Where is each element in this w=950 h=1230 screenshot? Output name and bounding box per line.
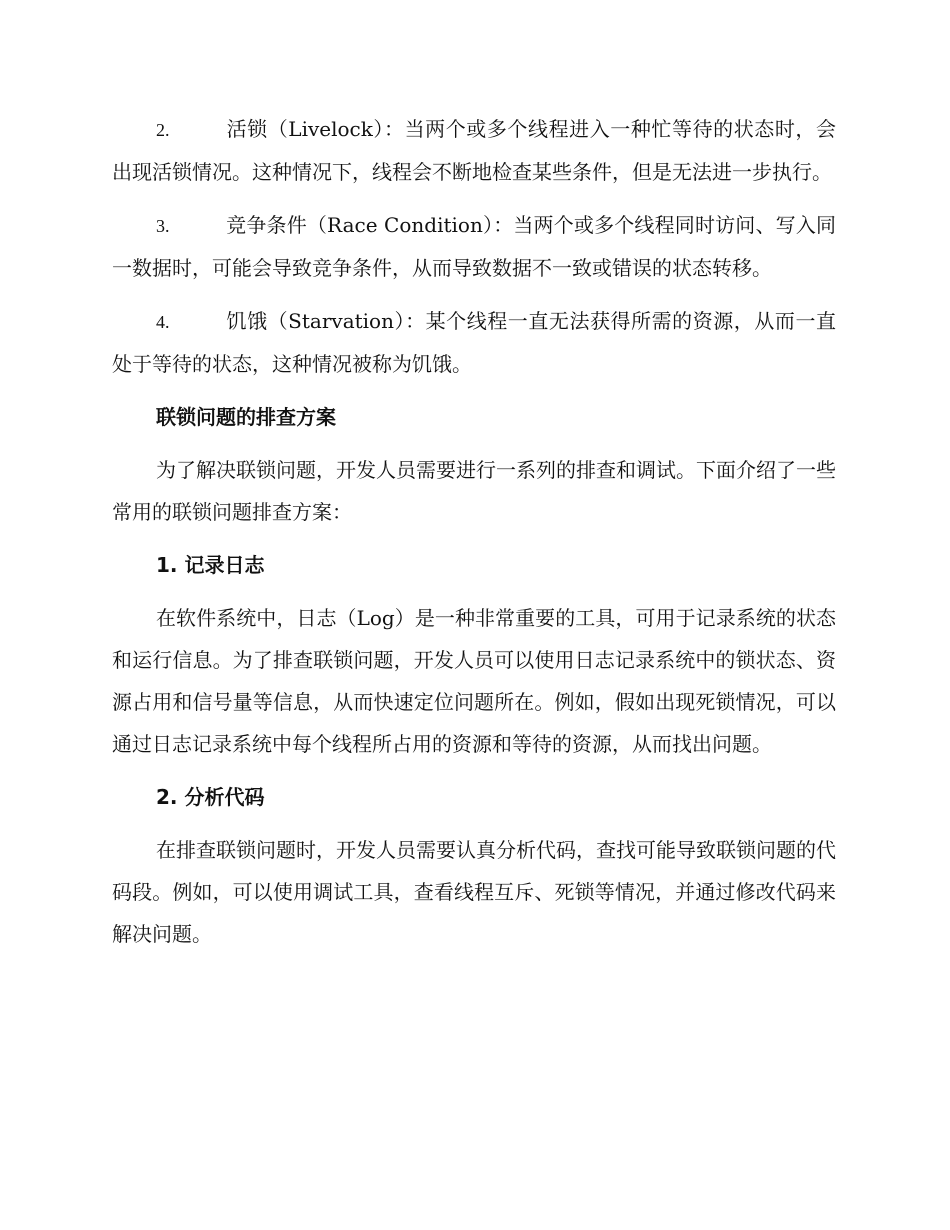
code-analysis-paragraph: 在排查联锁问题时，开发人员需要认真分析代码，查找可能导致联锁问题的代码段。例如，可以使用调试工具，查看线程互斥、死锁等情况，并通过修改代码来解决问题。 bbox=[112, 838, 836, 946]
list-number: 2. bbox=[156, 120, 170, 140]
list-number: 3. bbox=[156, 216, 170, 236]
list-item-text: 活锁（Livelock）：当两个或多个线程进入一种忙等待的状态时，会出现活锁情况。这种情况下，线程会不断地检查某些条件，但是无法进一步执行。 bbox=[112, 117, 836, 184]
intro-paragraph: 为了解决联锁问题，开发人员需要进行一系列的排查和调试。下面介绍了一些常用的联锁问题排查方案： bbox=[112, 458, 836, 524]
list-number: 4. bbox=[156, 312, 170, 332]
logging-paragraph: 在软件系统中，日志（Log）是一种非常重要的工具，可用于记录系统的状态和运行信息。为了排查联锁问题，开发人员可以使用日志记录系统中的锁状态、资源占用和信号量等信息，从而快速定位问题所在。例如，假如出现死锁情况，可以通过日志记录系统中每个线程所占用的资源和等待的资源，从而找出问题。 bbox=[112, 606, 836, 756]
list-item-race-condition bbox=[112, 204, 836, 289]
list-item-livelock bbox=[112, 108, 836, 193]
list-item-text: 竞争条件（Race Condition）：当两个或多个线程同时访问、写入同一数据时，可能会导致竞争条件，从而导致数据不一致或错误的状态转移。 bbox=[112, 213, 836, 280]
document-body bbox=[112, 108, 836, 966]
section-heading: 联锁问题的排查方案 bbox=[156, 405, 336, 429]
list-item-starvation bbox=[112, 300, 836, 385]
subsection-heading-code-analysis: 2. 分析代码 bbox=[156, 785, 265, 809]
list-item-text: 饥饿（Starvation）：某个线程一直无法获得所需的资源，从而一直处于等待的状态，这种情况被称为饥饿。 bbox=[112, 309, 836, 376]
subsection-heading-logging: 1. 记录日志 bbox=[156, 553, 265, 577]
